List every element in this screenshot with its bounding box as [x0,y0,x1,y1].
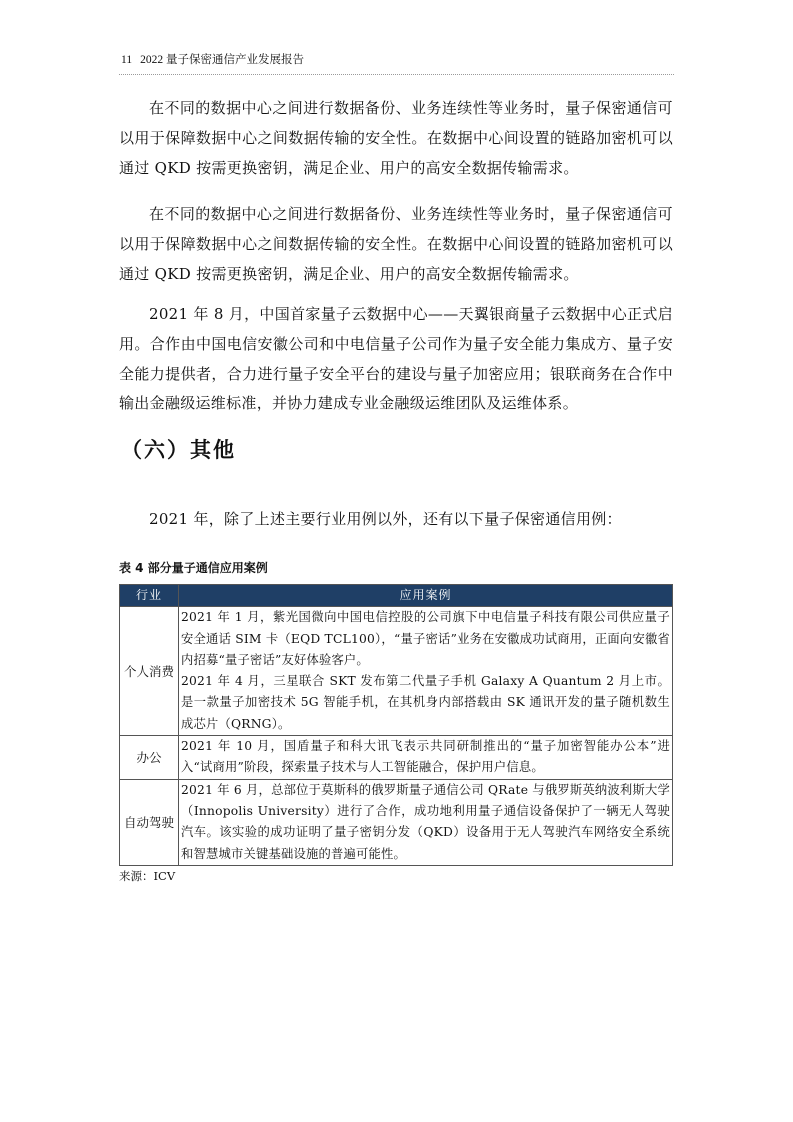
intro-paragraph: 2021 年，除了上述主要行业用例以外，还有以下量子保密通信用例： [149,510,622,528]
use-case-table [119,584,673,866]
table-row [120,736,673,780]
table-row [120,607,673,736]
page-number: 11 [121,54,133,66]
case-entry: 2021 年 1 月，紫光国微向中国电信控股的公司旗下中电信量子科技有限公司供应量子安全通话 SIM 卡（EQD TCL100），“量子密话”业务在安徽成功试商用，正面向安徽省内招募“量子密话”友好体验客户。 [181,610,670,667]
table-caption: 表 4 部分量子通信应用案例 [119,561,268,575]
case-entry: 2021 年 10 月，国盾量子和科大讯飞表示共同研制推出的“量子加密智能办公本”进入“试商用”阶段，探索量子技术与人工智能融合，保护用户信息。 [181,739,670,775]
column-header-cases: 应用案例 [179,585,673,607]
cases-cell [179,607,673,736]
column-header-industry: 行业 [120,585,179,607]
case-entry: 2021 年 4 月，三星联合 SKT 发布第二代量子手机 Galaxy A Quantum 2 月上市。是一款量子加密技术 5G 智能手机，在其机身内部搭载由 SK 通讯开发的量子随机数生成芯片（QRNG）。 [181,674,670,731]
case-entry: 2021 年 6 月，总部位于莫斯科的俄罗斯量子通信公司 QRate 与俄罗斯英纳波利斯大学（Innopolis University）进行了合作，成功地利用量子通信设备保护了一辆无人驾驶汽车。该实验的成功证明了量子密钥分发（QKD）设备用于无人驾驶汽车网络安全系统和智慧城市关键基础设施的普遍可能性。 [181,782,670,861]
page-header [121,52,673,68]
cases-cell [179,779,673,865]
paragraph-3: 2021 年 8 月，中国首家量子云数据中心——天翼银商量子云数据中心正式启用。合作由中国电信安徽公司和中电信量子公司作为量子安全能力集成方、量子安全能力提供者，合力进行量子安全平台的建设与量子加密应用；银联商务在合作中输出金融级运维标准，并协力建成专业金融级运维团队及运维体系。 [119,305,673,413]
report-title: 2022 量子保密通信产业发展报告 [140,54,304,66]
paragraph-1: 在不同的数据中心之间进行数据备份、业务连续性等业务时，量子保密通信可以用于保障数据中心之间数据传输的安全性。在数据中心间设置的链路加密机可以通过 QKD 按需更换密钥，满足企业、用户的高安全数据传输需求。 [119,99,673,177]
table-row [120,779,673,865]
section-heading: （六）其他 [121,437,236,462]
industry-cell: 办公 [120,736,179,780]
cases-cell [179,736,673,780]
industry-cell: 自动驾驶 [120,779,179,865]
industry-cell: 个人消费 [120,607,179,736]
table-header-row [120,585,673,607]
table-source: 来源：ICV [119,869,176,883]
paragraph-2: 在不同的数据中心之间进行数据备份、业务连续性等业务时，量子保密通信可以用于保障数据中心之间数据传输的安全性。在数据中心间设置的链路加密机可以通过 QKD 按需更换密钥，满足企业、用户的高安全数据传输需求。 [119,205,673,283]
header-divider [119,74,674,75]
